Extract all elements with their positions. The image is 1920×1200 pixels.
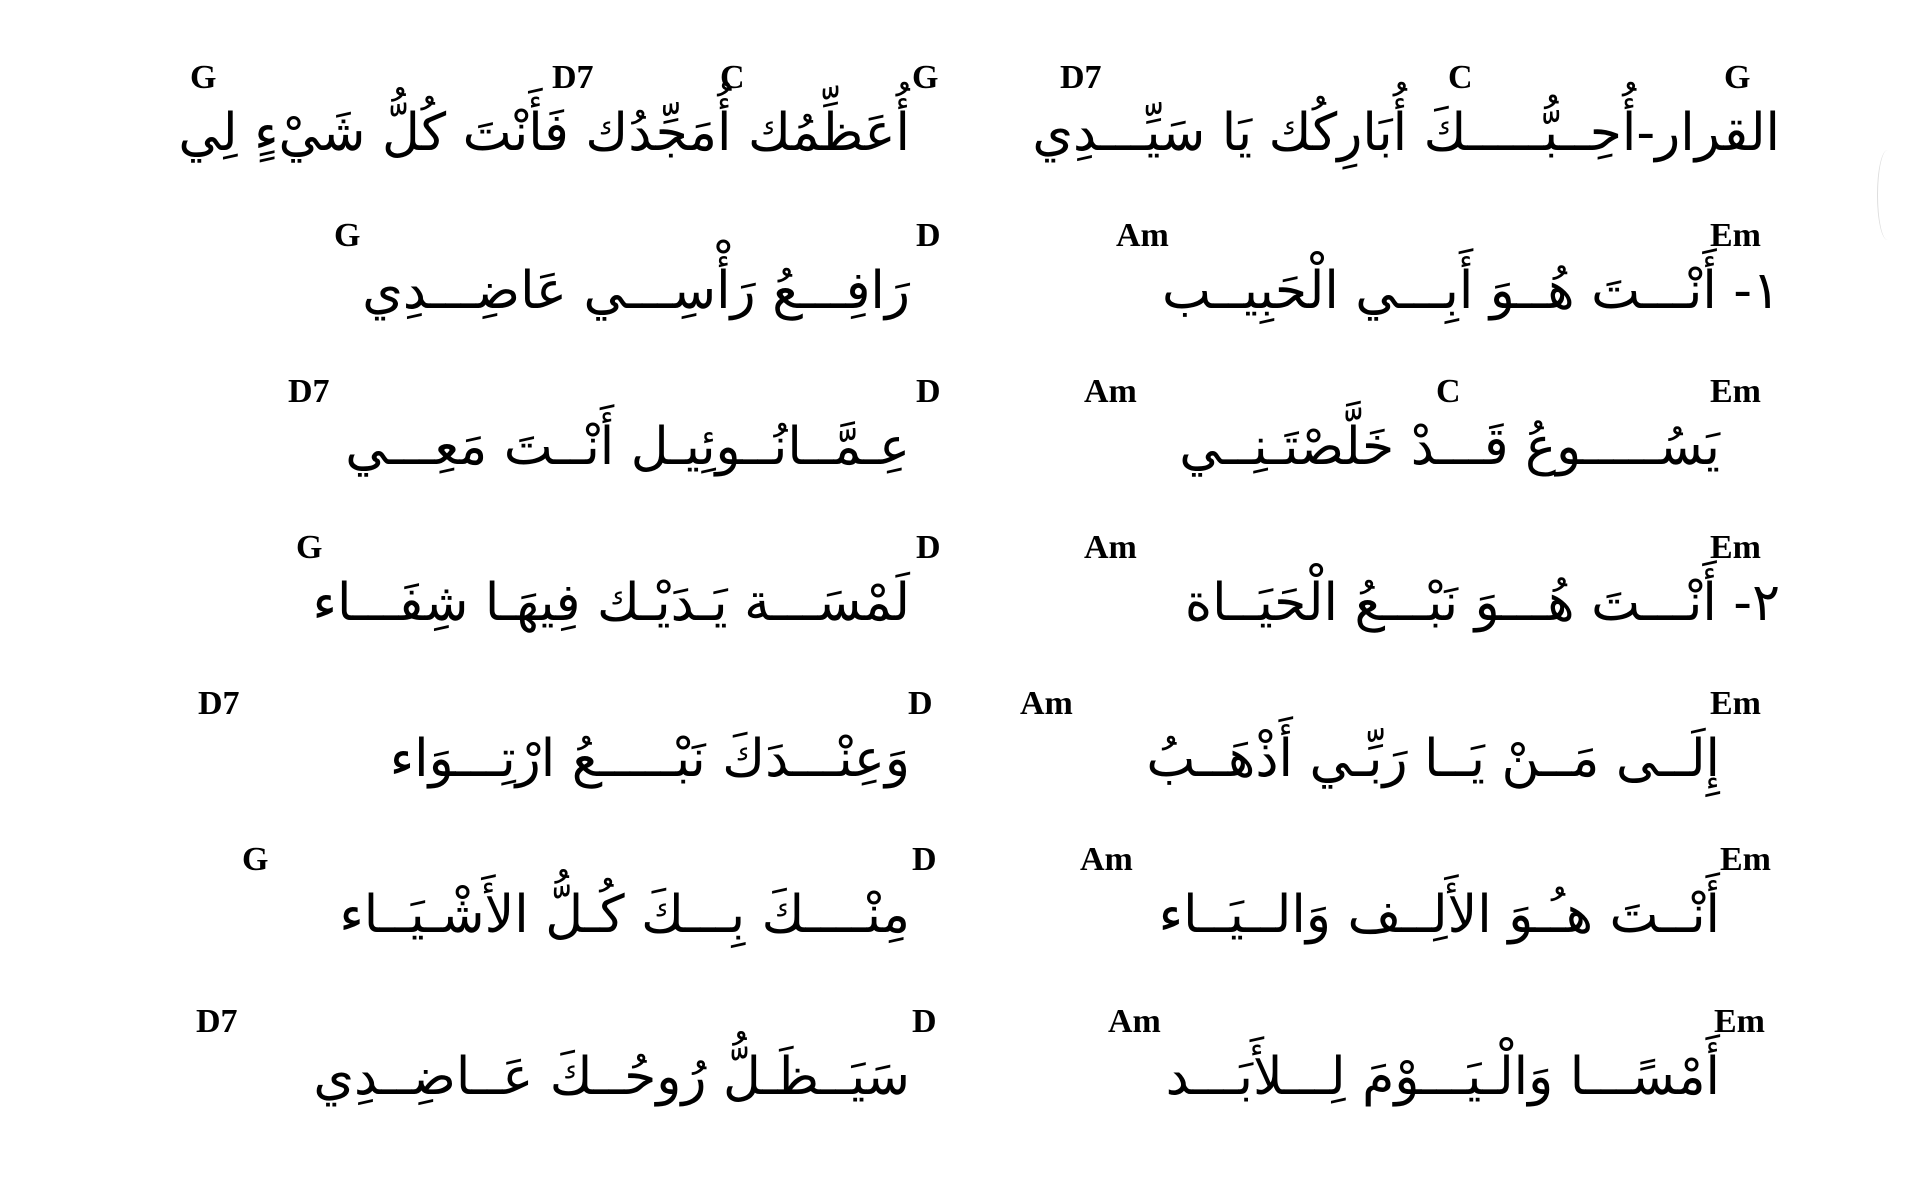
chord: C — [1448, 59, 1473, 96]
chord: C — [1436, 373, 1461, 410]
chord: G — [334, 217, 361, 254]
verse-line — [160, 528, 941, 633]
chord: D7 — [552, 59, 594, 96]
lyric-line: يَسُـــــوعُ قَـــدْ خَلَّصْتَـنِــي — [1179, 417, 1720, 477]
chord: Am — [1080, 841, 1133, 878]
chord: Em — [1710, 685, 1761, 722]
chord: C — [720, 59, 745, 96]
verse-line — [160, 1002, 937, 1107]
chord: Em — [1710, 373, 1761, 410]
lyric-line: القرار-أُحِــبُّـــــكَ أُبَارِكُك يَا سَيِّـــدِي — [1032, 103, 1780, 163]
verse-line — [1020, 372, 1780, 477]
chord: D7 — [1060, 59, 1102, 96]
verse-line — [160, 58, 939, 163]
verse-line — [1020, 684, 1780, 789]
chord: Em — [1714, 1003, 1765, 1040]
chord: D — [916, 217, 941, 254]
lyric-line: عِـمَّــانُــوئِيـل أَنْــتَ مَعِـــي — [345, 417, 910, 477]
lyric-line: سَيَــظَـلُّ رُوحُــكَ عَــاضِــدِي — [313, 1047, 910, 1107]
verse-line — [1020, 216, 1780, 321]
chord: D — [916, 529, 941, 566]
lyric-line: وَعِنْـــدَكَ نَبْـــــعُ ارْتِـــوَاء — [389, 729, 910, 789]
lyric-line: رَافِـــعُ رَأْسِـــي عَاضِـــدِي — [362, 261, 910, 321]
verse-line — [1020, 840, 1780, 945]
chord: G — [912, 59, 939, 96]
verse-line — [160, 372, 941, 477]
lyric-line: مِنْــــكَ بِـــكَ كُـلُّ الأَشْـيَــاء — [339, 885, 910, 945]
lyric-line: أَنْــتَ هـُـوَ الأَلِــف وَالــيَــاء — [1158, 885, 1720, 945]
chord: Am — [1084, 373, 1137, 410]
chord: Am — [1084, 529, 1137, 566]
scan-artifact — [1877, 150, 1898, 240]
lyric-line: إِلَــى مَــنْ يَــا رَبِّـي أَذْهَــبُ — [1146, 729, 1720, 789]
chord: Em — [1720, 841, 1771, 878]
chord: D7 — [198, 685, 240, 722]
lyric-line: لَمْسَـــة يَـدَيْـك فِيهَـا شِفَـــاء — [312, 573, 910, 633]
chord: D — [912, 1003, 937, 1040]
chord: G — [1724, 59, 1751, 96]
chord: G — [242, 841, 269, 878]
lyric-line: ١- أَنْـــتَ هُــوَ أَبِـــي الْحَبِيــب — [1162, 261, 1780, 321]
verse-line-refrain — [1020, 58, 1780, 163]
chord: G — [190, 59, 217, 96]
verse-line — [1020, 1002, 1780, 1107]
verse-line — [160, 840, 937, 945]
chord: D7 — [288, 373, 330, 410]
verse-line — [160, 216, 941, 321]
chord: Em — [1710, 529, 1761, 566]
chord: D — [908, 685, 933, 722]
lyric-line: أُعَظِّمُك أُمَجِّدُك فَأَنْتَ كُلُّ شَيْءٍ لِي — [178, 103, 910, 163]
chord: Am — [1020, 685, 1073, 722]
chord: Am — [1108, 1003, 1161, 1040]
lyric-line: ٢- أَنْـــتَ هُـــوَ نَبْـــعُ الْحَيَــاة — [1184, 573, 1780, 633]
chord: G — [296, 529, 323, 566]
lyric-line: أَمْسًـــا وَالْـيَـــوْمَ لِـــلأَبَـــد — [1165, 1047, 1720, 1107]
chord: D7 — [196, 1003, 238, 1040]
chord: Am — [1116, 217, 1169, 254]
chord: Em — [1710, 217, 1761, 254]
verse-line — [1020, 528, 1780, 633]
verse-line — [160, 684, 933, 789]
chord: D — [912, 841, 937, 878]
chord: D — [916, 373, 941, 410]
